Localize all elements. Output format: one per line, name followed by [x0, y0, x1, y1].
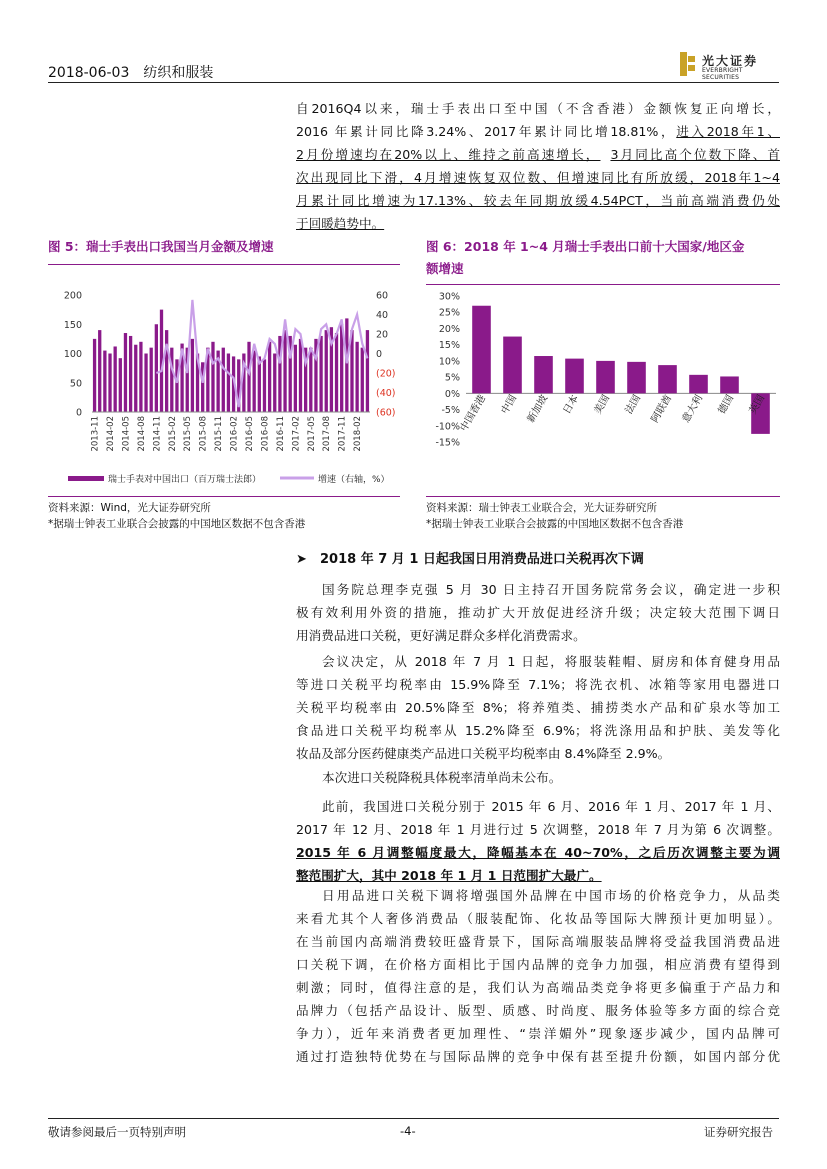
category-label: 美国	[592, 393, 613, 417]
y-tick-label: 5%	[444, 372, 460, 384]
para-line: 日用品进口关税下调将增强国外品牌在中国市场的价格竞争力，从品类	[322, 888, 780, 903]
figure-5-title: 图 5：瑞士手表出口我国当月金额及增速	[48, 239, 274, 254]
logo-mark-icon	[680, 52, 696, 76]
bar	[361, 348, 364, 412]
bar	[283, 330, 286, 412]
legend-line-label: 增速（右轴，%）	[318, 475, 390, 485]
bar	[98, 330, 101, 412]
x-tick-label: 2017-11	[337, 416, 348, 452]
figure-5	[48, 236, 400, 265]
para-line: 2015 年 6 月调整幅度最大，降幅基本在 40~70%，之后历次调整主要为调	[296, 845, 780, 860]
bar	[211, 342, 214, 412]
para-line: 本次进口关税降税具体税率清单尚未公布。	[322, 770, 562, 785]
bar	[165, 330, 168, 412]
paragraph-4	[296, 766, 780, 789]
bar	[139, 342, 142, 412]
right-tick-label: 40	[376, 310, 389, 321]
bar	[366, 330, 369, 412]
x-tick-label: 2017-08	[322, 416, 333, 452]
para-line: 2016 年累计同比降3.24%、2017年累计同比增18.81%，进入2018年1、	[296, 124, 780, 139]
bar	[263, 359, 266, 412]
para-line: 通过打造独特优势在与国际品牌的竞争中保有甚至提升份额，如国内部分优	[296, 1049, 780, 1064]
figure-5-source: 资料来源：Wind，光大证券研究所	[48, 502, 211, 514]
para-line: 口关税下调，在价格方面相比于国内品牌的竞争力加强，相应消费有望得到	[296, 957, 780, 972]
paragraph-3	[296, 650, 780, 765]
category-label: 阿联酋	[649, 393, 675, 425]
x-tick-label: 2017-05	[306, 416, 317, 452]
para-line: 妆品及部分医药健康类产品进口关税平均税率由 8.4%降至 2.9%。	[296, 746, 671, 761]
category-label: 中国香港	[458, 393, 489, 434]
paragraph-5	[296, 795, 780, 887]
legend-bar-label: 瑞士手表对中国出口（百万瑞士法郎）	[108, 475, 262, 485]
figure-5-note: *据瑞士钟表工业联合会披露的中国地区数据不包含香港	[48, 518, 306, 530]
y-tick-label: -10%	[435, 421, 460, 433]
para-line: 来看尤其个人奢侈消费品（服装配饰、化妆品等国际大牌预计更加明显）。	[296, 911, 780, 926]
bar	[124, 333, 127, 412]
bar	[119, 358, 122, 412]
y-tick-label: 20%	[438, 323, 460, 335]
x-tick-label: 2016-11	[275, 416, 286, 452]
para-line: 在当前国内高端消费较旺盛背景下，国际高端服装品牌将受益我国消费品进	[296, 934, 780, 949]
country-bar	[503, 337, 522, 394]
x-tick-label: 2017-02	[291, 416, 302, 452]
header-date-section	[48, 62, 213, 82]
para-line: 于回暖趋势中。	[296, 216, 385, 231]
figure-5-bottom-rule	[48, 496, 400, 497]
bar	[144, 354, 147, 413]
bar	[108, 354, 111, 413]
para-line: 整范围扩大，其中 2018 年 1 月 1 日范围扩大最广。	[296, 868, 602, 883]
category-label: 英国	[747, 393, 768, 417]
para-line: 会议决定，从 2018 年 7 月 1 日起，将服装鞋帽、厨房和体育健身用品	[322, 654, 780, 669]
bar	[227, 354, 230, 413]
figure-6-title-line1: 图 6：2018 年 1~4 月瑞士手表出口前十大国家/地区金	[426, 239, 745, 254]
para-line: 此前，我国进口关税分别于 2015 年 6 月、2016 年 1 月、2017 年 1 月、	[322, 799, 780, 814]
left-tick-label: 200	[63, 290, 82, 302]
category-label: 日本	[561, 393, 582, 417]
category-label: 意大利	[680, 393, 706, 425]
para-line: 2月份增速均在20%以上、维持之前高速增长， 3月同比高个位数下降、首	[296, 147, 780, 162]
x-tick-label: 2015-08	[198, 416, 209, 452]
category-label: 德国	[716, 393, 737, 417]
para-line: 月累计同比增速为17.13%、较去年同期放缓4.54PCT，当前高端消费仍处	[296, 193, 780, 208]
bar	[114, 346, 117, 412]
x-tick-label: 2014-11	[152, 416, 163, 452]
bar	[103, 351, 106, 412]
footer-divider	[48, 1118, 779, 1119]
para-line: 食品进口关税平均税率从 15.2%降至 6.9%；将洗涤用品和护肤、美发等化	[296, 723, 780, 738]
country-bar	[472, 306, 491, 394]
para-line: 刺激；同时，值得注意的是，我们认为高端品类竞争将更多偏重于产品力和	[296, 980, 780, 995]
country-bar	[534, 356, 553, 393]
x-tick-label: 2016-02	[229, 416, 240, 452]
bar	[294, 345, 297, 412]
bar	[175, 359, 178, 412]
bar	[155, 324, 158, 412]
para-line: 等进口关税平均税率由 15.9%降至 7.1%；将洗衣机、冰箱等家用电器进口	[296, 677, 780, 692]
x-tick-label: 2014-05	[121, 416, 132, 452]
right-tick-label: 0	[376, 349, 383, 360]
right-tick-label: (40)	[376, 388, 396, 399]
figure-5-chart	[48, 275, 408, 495]
intro-paragraph	[296, 97, 780, 235]
bar	[191, 339, 194, 412]
country-bar	[565, 359, 584, 394]
bar	[222, 348, 225, 412]
para-line: 品牌力（包括产品设计、版型、质感、时尚度、服务体验等多方面的综合竞	[296, 1003, 780, 1018]
bar	[273, 354, 276, 413]
bar	[345, 318, 348, 412]
bar	[247, 342, 250, 412]
right-tick-label: (20)	[376, 368, 396, 380]
bar	[325, 330, 328, 412]
y-tick-label: 0%	[444, 388, 460, 400]
category-label: 新加坡	[525, 393, 551, 425]
bar	[134, 345, 137, 412]
country-bar	[627, 362, 646, 393]
everbright-logo	[680, 52, 780, 81]
x-tick-label: 2015-02	[167, 416, 178, 452]
bar	[309, 348, 312, 412]
bar	[129, 336, 132, 412]
y-tick-label: 30%	[438, 291, 460, 303]
para-line: 用消费品进口关税，更好满足群众多样化消费需求。	[296, 628, 586, 643]
x-tick-label: 2015-05	[183, 416, 194, 452]
x-tick-label: 2014-02	[106, 416, 117, 452]
bar	[355, 342, 358, 412]
figure-6-title-line2: 额增速	[426, 261, 464, 276]
y-tick-label: 15%	[438, 340, 460, 352]
x-tick-label: 2013-11	[90, 416, 101, 452]
left-tick-label: 0	[75, 407, 82, 419]
figure-6-chart	[426, 288, 780, 496]
left-tick-label: 50	[69, 378, 82, 390]
figure-6-bottom-rule	[426, 496, 780, 497]
y-tick-label: 10%	[438, 356, 460, 368]
bar	[335, 333, 338, 412]
figure-6-note: *据瑞士钟表工业联合会披露的中国地区数据不包含香港	[426, 518, 684, 530]
category-label: 法国	[623, 393, 644, 417]
section-heading	[296, 548, 644, 567]
para-line: 次出现同比下滑，4月增速恢复双位数、但增速同比有所放缓，2018年1~4	[296, 170, 780, 185]
legend-bar-swatch	[68, 476, 104, 481]
bar	[319, 336, 322, 412]
country-bar	[658, 365, 677, 393]
x-tick-label: 2014-08	[136, 416, 147, 452]
country-bar	[689, 375, 708, 393]
para-line: 争力），近年来消费者更加理性、“崇洋媚外”现象逐步减少，国内品牌可	[296, 1026, 780, 1041]
bar	[93, 339, 96, 412]
para-line: 关税平均税率由 20.5%降至 8%；将养殖类、捕捞类水产品和矿泉水等加工	[296, 700, 780, 715]
y-tick-label: -15%	[435, 437, 460, 449]
arrow-bullet-icon: ➤	[296, 552, 307, 567]
y-tick-label: 25%	[438, 307, 460, 319]
left-tick-label: 150	[63, 319, 82, 331]
footer-disclaimer: 敬请参阅最后一页特别声明	[48, 1125, 186, 1139]
x-tick-label: 2016-05	[245, 416, 256, 452]
bar	[170, 348, 173, 412]
x-tick-label: 2016-08	[260, 416, 271, 452]
country-bar	[720, 376, 739, 393]
header-divider	[48, 82, 779, 83]
x-tick-label: 2018-02	[353, 416, 364, 452]
paragraph-2	[296, 578, 780, 647]
x-tick-label: 2015-11	[214, 416, 225, 452]
para-line: 极有效利用外资的措施，推动扩大开放促进经济升级；决定较大范围下调日	[296, 605, 780, 620]
paragraph-6	[296, 884, 780, 1068]
para-line: 2017 年 12 月、2018 年 1 月进行过 5 次调整，2018 年 7 月为第 6 次调整。	[296, 822, 780, 837]
right-tick-label: 60	[376, 290, 389, 302]
bar	[150, 348, 153, 412]
bar	[268, 342, 271, 412]
para-line: 自2016Q4以来，瑞士手表出口至中国（不含香港）金额恢复正向增长，	[296, 101, 780, 116]
section-heading-text: 2018 年 7 月 1 日起我国日用消费品进口关税再次下调	[320, 552, 644, 567]
page-number: -4-	[400, 1124, 416, 1138]
figure-6-source: 资料来源：瑞士钟表工业联合会，光大证券研究所	[426, 502, 657, 514]
footer-report-type: 证券研究报告	[704, 1125, 773, 1139]
country-bar	[596, 361, 615, 393]
report-section: 纺织和服装	[143, 65, 214, 81]
left-tick-label: 100	[63, 349, 82, 360]
figure-6	[426, 236, 780, 285]
report-date: 2018-06-03	[48, 65, 130, 81]
bar	[299, 339, 302, 412]
logo-text-en: EVERBRIGHT SECURITIES	[702, 67, 743, 81]
category-label: 中国	[499, 393, 520, 417]
figure-5-top-rule	[48, 264, 400, 265]
right-tick-label: (60)	[376, 407, 396, 419]
y-tick-label: -5%	[441, 405, 460, 417]
figure-6-top-rule	[426, 284, 780, 285]
para-line: 国务院总理李克强 5 月 30 日主持召开国务院常务会议，确定进一步积	[322, 582, 780, 597]
logo-text-cn: 光大证券	[702, 54, 759, 68]
right-tick-label: 20	[376, 329, 389, 341]
bar	[253, 351, 256, 412]
